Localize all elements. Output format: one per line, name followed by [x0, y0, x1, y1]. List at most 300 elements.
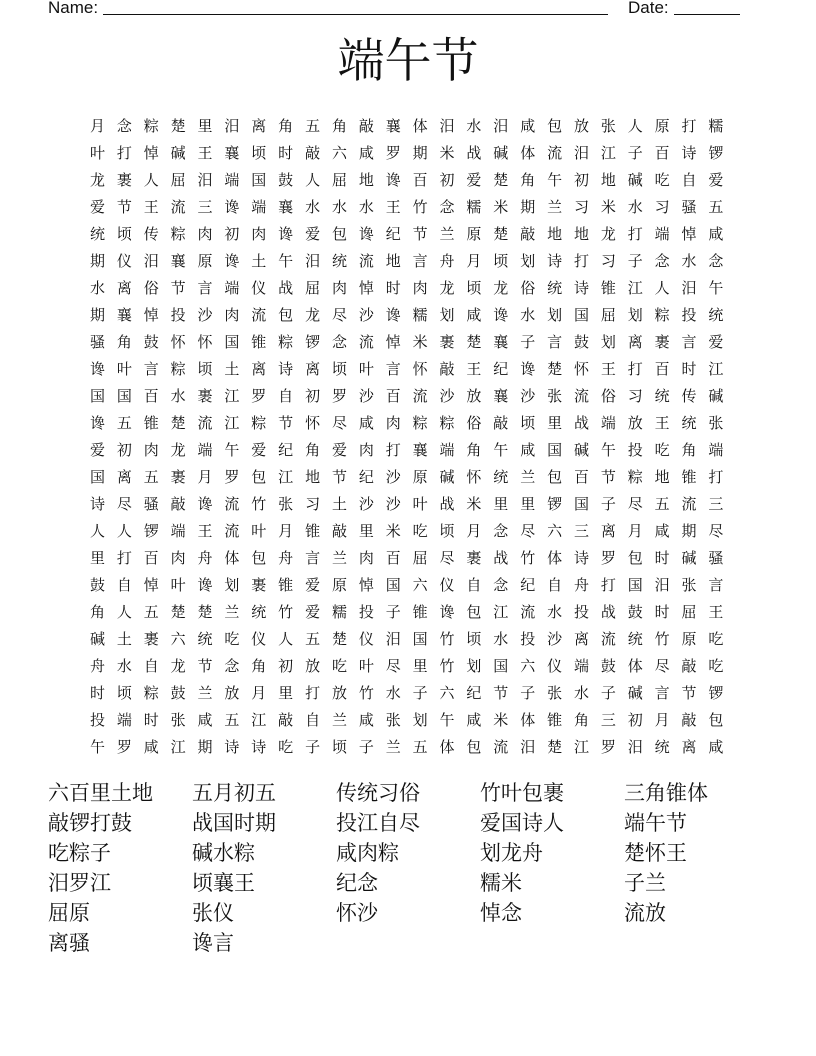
grid-cell[interactable]: 端: [600, 414, 616, 432]
grid-cell[interactable]: 期: [197, 738, 213, 756]
grid-cell[interactable]: 裹: [466, 549, 482, 567]
grid-cell[interactable]: 划: [224, 576, 240, 594]
grid-cell[interactable]: 叶: [251, 522, 267, 540]
grid-cell[interactable]: 鼓: [600, 657, 616, 675]
grid-cell[interactable]: 粽: [439, 414, 455, 432]
grid-cell[interactable]: 土: [331, 495, 347, 513]
grid-cell[interactable]: 自: [681, 171, 697, 189]
grid-cell[interactable]: 咸: [143, 738, 159, 756]
grid-cell[interactable]: 百: [654, 360, 670, 378]
grid-cell[interactable]: 时: [654, 549, 670, 567]
grid-cell[interactable]: 楚: [547, 360, 563, 378]
grid-cell[interactable]: 初: [305, 387, 321, 405]
grid-cell[interactable]: 锥: [681, 468, 697, 486]
grid-cell[interactable]: 五: [116, 414, 132, 432]
grid-cell[interactable]: 悼: [385, 333, 401, 351]
grid-cell[interactable]: 咸: [708, 738, 724, 756]
grid-cell[interactable]: 粽: [654, 306, 670, 324]
grid-cell[interactable]: 土: [116, 630, 132, 648]
grid-cell[interactable]: 期: [89, 252, 105, 270]
grid-cell[interactable]: 敲: [681, 657, 697, 675]
grid-cell[interactable]: 包: [251, 549, 267, 567]
grid-cell[interactable]: 国: [251, 171, 267, 189]
grid-cell[interactable]: 水: [520, 306, 536, 324]
grid-cell[interactable]: 顷: [439, 522, 455, 540]
grid-cell[interactable]: 裹: [439, 333, 455, 351]
grid-cell[interactable]: 划: [466, 657, 482, 675]
grid-cell[interactable]: 沙: [520, 387, 536, 405]
grid-cell[interactable]: 包: [627, 549, 643, 567]
grid-cell[interactable]: 打: [627, 360, 643, 378]
grid-cell[interactable]: 包: [547, 117, 563, 135]
grid-cell[interactable]: 国: [224, 333, 240, 351]
grid-cell[interactable]: 统: [331, 252, 347, 270]
grid-cell[interactable]: 米: [439, 144, 455, 162]
grid-cell[interactable]: 江: [224, 414, 240, 432]
grid-cell[interactable]: 子: [305, 738, 321, 756]
grid-cell[interactable]: 裹: [116, 171, 132, 189]
grid-cell[interactable]: 汨: [573, 144, 589, 162]
grid-cell[interactable]: 统: [493, 468, 509, 486]
grid-cell[interactable]: 初: [278, 657, 294, 675]
grid-cell[interactable]: 投: [358, 603, 374, 621]
grid-cell[interactable]: 体: [439, 738, 455, 756]
grid-cell[interactable]: 言: [197, 279, 213, 297]
grid-cell[interactable]: 竹: [654, 630, 670, 648]
grid-cell[interactable]: 咸: [654, 522, 670, 540]
grid-cell[interactable]: 投: [520, 630, 536, 648]
grid-cell[interactable]: 米: [493, 711, 509, 729]
grid-cell[interactable]: 六: [331, 144, 347, 162]
grid-cell[interactable]: 包: [278, 306, 294, 324]
grid-cell[interactable]: 人: [305, 171, 321, 189]
grid-cell[interactable]: 糯: [412, 306, 428, 324]
grid-cell[interactable]: 仪: [116, 252, 132, 270]
grid-cell[interactable]: 江: [600, 144, 616, 162]
grid-cell[interactable]: 国: [385, 576, 401, 594]
grid-cell[interactable]: 节: [170, 279, 186, 297]
grid-cell[interactable]: 襄: [493, 333, 509, 351]
grid-cell[interactable]: 叶: [170, 576, 186, 594]
grid-cell[interactable]: 习: [305, 495, 321, 513]
grid-cell[interactable]: 江: [224, 387, 240, 405]
grid-cell[interactable]: 龙: [170, 441, 186, 459]
grid-cell[interactable]: 楚: [197, 603, 213, 621]
grid-cell[interactable]: 肉: [331, 279, 347, 297]
grid-cell[interactable]: 战: [493, 549, 509, 567]
grid-cell[interactable]: 悼: [358, 576, 374, 594]
grid-cell[interactable]: 罗: [385, 144, 401, 162]
grid-cell[interactable]: 竹: [412, 198, 428, 216]
grid-cell[interactable]: 念: [493, 522, 509, 540]
grid-cell[interactable]: 江: [170, 738, 186, 756]
grid-cell[interactable]: 节: [197, 657, 213, 675]
grid-cell[interactable]: 谗: [89, 414, 105, 432]
grid-cell[interactable]: 俗: [520, 279, 536, 297]
grid-cell[interactable]: 鼓: [278, 171, 294, 189]
grid-cell[interactable]: 尽: [116, 495, 132, 513]
grid-cell[interactable]: 顷: [466, 630, 482, 648]
grid-cell[interactable]: 离: [600, 522, 616, 540]
grid-cell[interactable]: 百: [385, 387, 401, 405]
grid-cell[interactable]: 纪: [358, 468, 374, 486]
grid-cell[interactable]: 国: [547, 441, 563, 459]
grid-cell[interactable]: 锣: [143, 522, 159, 540]
grid-cell[interactable]: 人: [627, 117, 643, 135]
grid-cell[interactable]: 言: [547, 333, 563, 351]
grid-cell[interactable]: 水: [385, 684, 401, 702]
grid-cell[interactable]: 裹: [143, 630, 159, 648]
grid-cell[interactable]: 肉: [143, 441, 159, 459]
grid-cell[interactable]: 自: [547, 576, 563, 594]
grid-cell[interactable]: 地: [547, 225, 563, 243]
grid-cell[interactable]: 尽: [331, 414, 347, 432]
grid-cell[interactable]: 襄: [385, 117, 401, 135]
grid-cell[interactable]: 纪: [520, 576, 536, 594]
grid-cell[interactable]: 俗: [466, 414, 482, 432]
grid-cell[interactable]: 原: [466, 225, 482, 243]
grid-cell[interactable]: 兰: [224, 603, 240, 621]
grid-cell[interactable]: 屈: [600, 306, 616, 324]
grid-cell[interactable]: 打: [116, 549, 132, 567]
grid-cell[interactable]: 诗: [573, 279, 589, 297]
grid-cell[interactable]: 统: [654, 738, 670, 756]
grid-cell[interactable]: 离: [573, 630, 589, 648]
grid-cell[interactable]: 里: [197, 117, 213, 135]
grid-cell[interactable]: 子: [520, 684, 536, 702]
grid-cell[interactable]: 锥: [251, 333, 267, 351]
grid-cell[interactable]: 放: [224, 684, 240, 702]
grid-cell[interactable]: 端: [708, 441, 724, 459]
grid-cell[interactable]: 汨: [197, 171, 213, 189]
grid-cell[interactable]: 诗: [278, 360, 294, 378]
grid-cell[interactable]: 习: [627, 387, 643, 405]
grid-cell[interactable]: 楚: [466, 333, 482, 351]
grid-cell[interactable]: 沙: [358, 495, 374, 513]
grid-cell[interactable]: 敲: [493, 414, 509, 432]
grid-cell[interactable]: 米: [412, 333, 428, 351]
grid-cell[interactable]: 碱: [439, 468, 455, 486]
grid-cell[interactable]: 诗: [547, 252, 563, 270]
grid-cell[interactable]: 端: [197, 441, 213, 459]
grid-cell[interactable]: 五: [305, 630, 321, 648]
grid-cell[interactable]: 体: [412, 117, 428, 135]
grid-cell[interactable]: 粽: [627, 468, 643, 486]
grid-cell[interactable]: 骚: [143, 495, 159, 513]
grid-cell[interactable]: 节: [331, 468, 347, 486]
grid-cell[interactable]: 咸: [520, 117, 536, 135]
grid-cell[interactable]: 碱: [681, 549, 697, 567]
grid-cell[interactable]: 划: [439, 306, 455, 324]
grid-cell[interactable]: 吃: [654, 171, 670, 189]
grid-cell[interactable]: 国: [493, 657, 509, 675]
grid-cell[interactable]: 月: [466, 522, 482, 540]
grid-cell[interactable]: 糯: [708, 117, 724, 135]
grid-cell[interactable]: 土: [224, 360, 240, 378]
grid-cell[interactable]: 水: [89, 279, 105, 297]
grid-cell[interactable]: 吃: [654, 441, 670, 459]
grid-cell[interactable]: 地: [600, 171, 616, 189]
grid-cell[interactable]: 流: [412, 387, 428, 405]
grid-cell[interactable]: 水: [573, 684, 589, 702]
grid-cell[interactable]: 爱: [466, 171, 482, 189]
grid-cell[interactable]: 时: [681, 360, 697, 378]
grid-cell[interactable]: 爱: [89, 198, 105, 216]
grid-cell[interactable]: 原: [197, 252, 213, 270]
grid-cell[interactable]: 江: [251, 711, 267, 729]
grid-cell[interactable]: 尽: [385, 657, 401, 675]
grid-cell[interactable]: 舟: [278, 549, 294, 567]
grid-cell[interactable]: 初: [439, 171, 455, 189]
grid-cell[interactable]: 肉: [224, 306, 240, 324]
grid-cell[interactable]: 碱: [573, 441, 589, 459]
grid-cell[interactable]: 端: [224, 279, 240, 297]
grid-cell[interactable]: 月: [89, 117, 105, 135]
grid-cell[interactable]: 水: [170, 387, 186, 405]
grid-cell[interactable]: 谗: [89, 360, 105, 378]
grid-cell[interactable]: 午: [708, 279, 724, 297]
grid-cell[interactable]: 米: [600, 198, 616, 216]
grid-cell[interactable]: 人: [143, 171, 159, 189]
grid-cell[interactable]: 竹: [439, 630, 455, 648]
grid-cell[interactable]: 国: [89, 468, 105, 486]
grid-cell[interactable]: 百: [654, 144, 670, 162]
grid-cell[interactable]: 投: [89, 711, 105, 729]
grid-cell[interactable]: 国: [573, 495, 589, 513]
grid-cell[interactable]: 汨: [305, 252, 321, 270]
grid-cell[interactable]: 五: [412, 738, 428, 756]
grid-cell[interactable]: 楚: [547, 738, 563, 756]
grid-cell[interactable]: 子: [600, 495, 616, 513]
grid-cell[interactable]: 习: [654, 198, 670, 216]
grid-cell[interactable]: 地: [358, 171, 374, 189]
grid-cell[interactable]: 战: [439, 495, 455, 513]
grid-cell[interactable]: 子: [627, 144, 643, 162]
grid-cell[interactable]: 碱: [493, 144, 509, 162]
grid-cell[interactable]: 百: [573, 468, 589, 486]
grid-cell[interactable]: 里: [412, 657, 428, 675]
grid-cell[interactable]: 爱: [331, 441, 347, 459]
grid-cell[interactable]: 仪: [439, 576, 455, 594]
grid-cell[interactable]: 谗: [439, 603, 455, 621]
grid-cell[interactable]: 时: [385, 279, 401, 297]
grid-cell[interactable]: 敲: [305, 144, 321, 162]
grid-cell[interactable]: 体: [627, 657, 643, 675]
grid-cell[interactable]: 楚: [170, 414, 186, 432]
grid-cell[interactable]: 人: [116, 522, 132, 540]
grid-cell[interactable]: 人: [116, 603, 132, 621]
grid-cell[interactable]: 尽: [627, 495, 643, 513]
grid-cell[interactable]: 张: [547, 387, 563, 405]
grid-cell[interactable]: 诗: [573, 549, 589, 567]
grid-cell[interactable]: 肉: [251, 225, 267, 243]
grid-cell[interactable]: 人: [654, 279, 670, 297]
grid-cell[interactable]: 谗: [224, 252, 240, 270]
grid-cell[interactable]: 罗: [331, 387, 347, 405]
grid-cell[interactable]: 言: [708, 576, 724, 594]
grid-cell[interactable]: 襄: [224, 144, 240, 162]
grid-cell[interactable]: 五: [143, 603, 159, 621]
grid-cell[interactable]: 统: [197, 630, 213, 648]
grid-cell[interactable]: 划: [600, 333, 616, 351]
grid-cell[interactable]: 粽: [143, 684, 159, 702]
grid-cell[interactable]: 纪: [466, 684, 482, 702]
grid-cell[interactable]: 原: [681, 630, 697, 648]
grid-cell[interactable]: 汨: [520, 738, 536, 756]
grid-cell[interactable]: 水: [547, 603, 563, 621]
grid-cell[interactable]: 里: [520, 495, 536, 513]
grid-cell[interactable]: 尽: [331, 306, 347, 324]
grid-cell[interactable]: 初: [627, 711, 643, 729]
grid-cell[interactable]: 锥: [412, 603, 428, 621]
grid-cell[interactable]: 屈: [170, 171, 186, 189]
grid-cell[interactable]: 碱: [170, 144, 186, 162]
grid-cell[interactable]: 国: [412, 630, 428, 648]
grid-cell[interactable]: 诗: [89, 495, 105, 513]
grid-cell[interactable]: 水: [331, 198, 347, 216]
grid-cell[interactable]: 土: [251, 252, 267, 270]
grid-cell[interactable]: 龙: [439, 279, 455, 297]
grid-cell[interactable]: 午: [89, 738, 105, 756]
grid-cell[interactable]: 战: [278, 279, 294, 297]
grid-cell[interactable]: 怀: [466, 468, 482, 486]
grid-cell[interactable]: 江: [627, 279, 643, 297]
grid-cell[interactable]: 罗: [600, 738, 616, 756]
grid-cell[interactable]: 咸: [358, 711, 374, 729]
grid-cell[interactable]: 念: [331, 333, 347, 351]
grid-cell[interactable]: 咸: [358, 414, 374, 432]
grid-cell[interactable]: 放: [305, 657, 321, 675]
grid-cell[interactable]: 期: [412, 144, 428, 162]
grid-cell[interactable]: 兰: [520, 468, 536, 486]
grid-cell[interactable]: 五: [654, 495, 670, 513]
grid-cell[interactable]: 念: [708, 252, 724, 270]
grid-cell[interactable]: 期: [681, 522, 697, 540]
grid-cell[interactable]: 龙: [600, 225, 616, 243]
grid-cell[interactable]: 吃: [278, 738, 294, 756]
grid-cell[interactable]: 沙: [547, 630, 563, 648]
grid-cell[interactable]: 江: [278, 468, 294, 486]
grid-cell[interactable]: 沙: [358, 387, 374, 405]
grid-cell[interactable]: 午: [278, 252, 294, 270]
grid-cell[interactable]: 地: [573, 225, 589, 243]
grid-cell[interactable]: 兰: [197, 684, 213, 702]
grid-cell[interactable]: 锥: [547, 711, 563, 729]
grid-cell[interactable]: 月: [654, 711, 670, 729]
grid-cell[interactable]: 糯: [466, 198, 482, 216]
grid-cell[interactable]: 兰: [331, 549, 347, 567]
grid-cell[interactable]: 月: [197, 468, 213, 486]
grid-cell[interactable]: 午: [600, 441, 616, 459]
grid-cell[interactable]: 谗: [224, 198, 240, 216]
grid-cell[interactable]: 肉: [197, 225, 213, 243]
grid-cell[interactable]: 襄: [170, 252, 186, 270]
grid-cell[interactable]: 王: [466, 360, 482, 378]
grid-cell[interactable]: 俗: [143, 279, 159, 297]
grid-cell[interactable]: 楚: [170, 117, 186, 135]
grid-cell[interactable]: 端: [251, 198, 267, 216]
grid-cell[interactable]: 投: [170, 306, 186, 324]
grid-cell[interactable]: 敲: [278, 711, 294, 729]
grid-cell[interactable]: 打: [305, 684, 321, 702]
grid-cell[interactable]: 王: [197, 522, 213, 540]
grid-cell[interactable]: 敲: [170, 495, 186, 513]
grid-cell[interactable]: 划: [547, 306, 563, 324]
grid-cell[interactable]: 角: [573, 711, 589, 729]
grid-cell[interactable]: 王: [197, 144, 213, 162]
grid-cell[interactable]: 碱: [89, 630, 105, 648]
grid-cell[interactable]: 划: [412, 711, 428, 729]
grid-cell[interactable]: 纪: [493, 360, 509, 378]
grid-cell[interactable]: 谗: [278, 225, 294, 243]
grid-cell[interactable]: 咸: [466, 306, 482, 324]
grid-cell[interactable]: 尽: [520, 522, 536, 540]
grid-cell[interactable]: 诗: [681, 144, 697, 162]
grid-cell[interactable]: 罗: [224, 468, 240, 486]
grid-cell[interactable]: 百: [385, 549, 401, 567]
grid-cell[interactable]: 角: [89, 603, 105, 621]
grid-cell[interactable]: 水: [116, 657, 132, 675]
grid-cell[interactable]: 节: [681, 684, 697, 702]
grid-cell[interactable]: 顷: [251, 144, 267, 162]
grid-cell[interactable]: 流: [170, 198, 186, 216]
grid-cell[interactable]: 水: [466, 117, 482, 135]
grid-cell[interactable]: 咸: [708, 225, 724, 243]
grid-cell[interactable]: 午: [224, 441, 240, 459]
grid-cell[interactable]: 吃: [708, 630, 724, 648]
grid-cell[interactable]: 米: [493, 198, 509, 216]
grid-cell[interactable]: 里: [278, 684, 294, 702]
grid-cell[interactable]: 包: [466, 738, 482, 756]
grid-cell[interactable]: 碱: [708, 387, 724, 405]
grid-cell[interactable]: 水: [681, 252, 697, 270]
grid-cell[interactable]: 战: [466, 144, 482, 162]
grid-cell[interactable]: 爱: [305, 603, 321, 621]
grid-cell[interactable]: 龙: [170, 657, 186, 675]
grid-cell[interactable]: 张: [708, 414, 724, 432]
grid-cell[interactable]: 江: [708, 360, 724, 378]
grid-cell[interactable]: 裹: [654, 333, 670, 351]
grid-cell[interactable]: 襄: [116, 306, 132, 324]
grid-cell[interactable]: 自: [305, 711, 321, 729]
grid-cell[interactable]: 投: [573, 603, 589, 621]
grid-cell[interactable]: 怀: [412, 360, 428, 378]
grid-cell[interactable]: 仪: [358, 630, 374, 648]
grid-cell[interactable]: 顷: [331, 738, 347, 756]
grid-cell[interactable]: 粽: [278, 333, 294, 351]
grid-cell[interactable]: 流: [547, 144, 563, 162]
grid-cell[interactable]: 统: [547, 279, 563, 297]
grid-cell[interactable]: 楚: [170, 603, 186, 621]
grid-cell[interactable]: 罗: [251, 387, 267, 405]
grid-cell[interactable]: 俗: [600, 387, 616, 405]
grid-cell[interactable]: 汨: [143, 252, 159, 270]
grid-cell[interactable]: 三: [708, 495, 724, 513]
grid-cell[interactable]: 竹: [439, 657, 455, 675]
grid-cell[interactable]: 端: [573, 657, 589, 675]
grid-cell[interactable]: 月: [278, 522, 294, 540]
grid-cell[interactable]: 悼: [143, 144, 159, 162]
grid-cell[interactable]: 国: [89, 387, 105, 405]
grid-cell[interactable]: 裹: [251, 576, 267, 594]
grid-cell[interactable]: 锥: [600, 279, 616, 297]
grid-cell[interactable]: 地: [305, 468, 321, 486]
grid-cell[interactable]: 流: [493, 738, 509, 756]
grid-cell[interactable]: 五: [224, 711, 240, 729]
grid-cell[interactable]: 流: [197, 414, 213, 432]
grid-cell[interactable]: 期: [89, 306, 105, 324]
grid-cell[interactable]: 初: [116, 441, 132, 459]
